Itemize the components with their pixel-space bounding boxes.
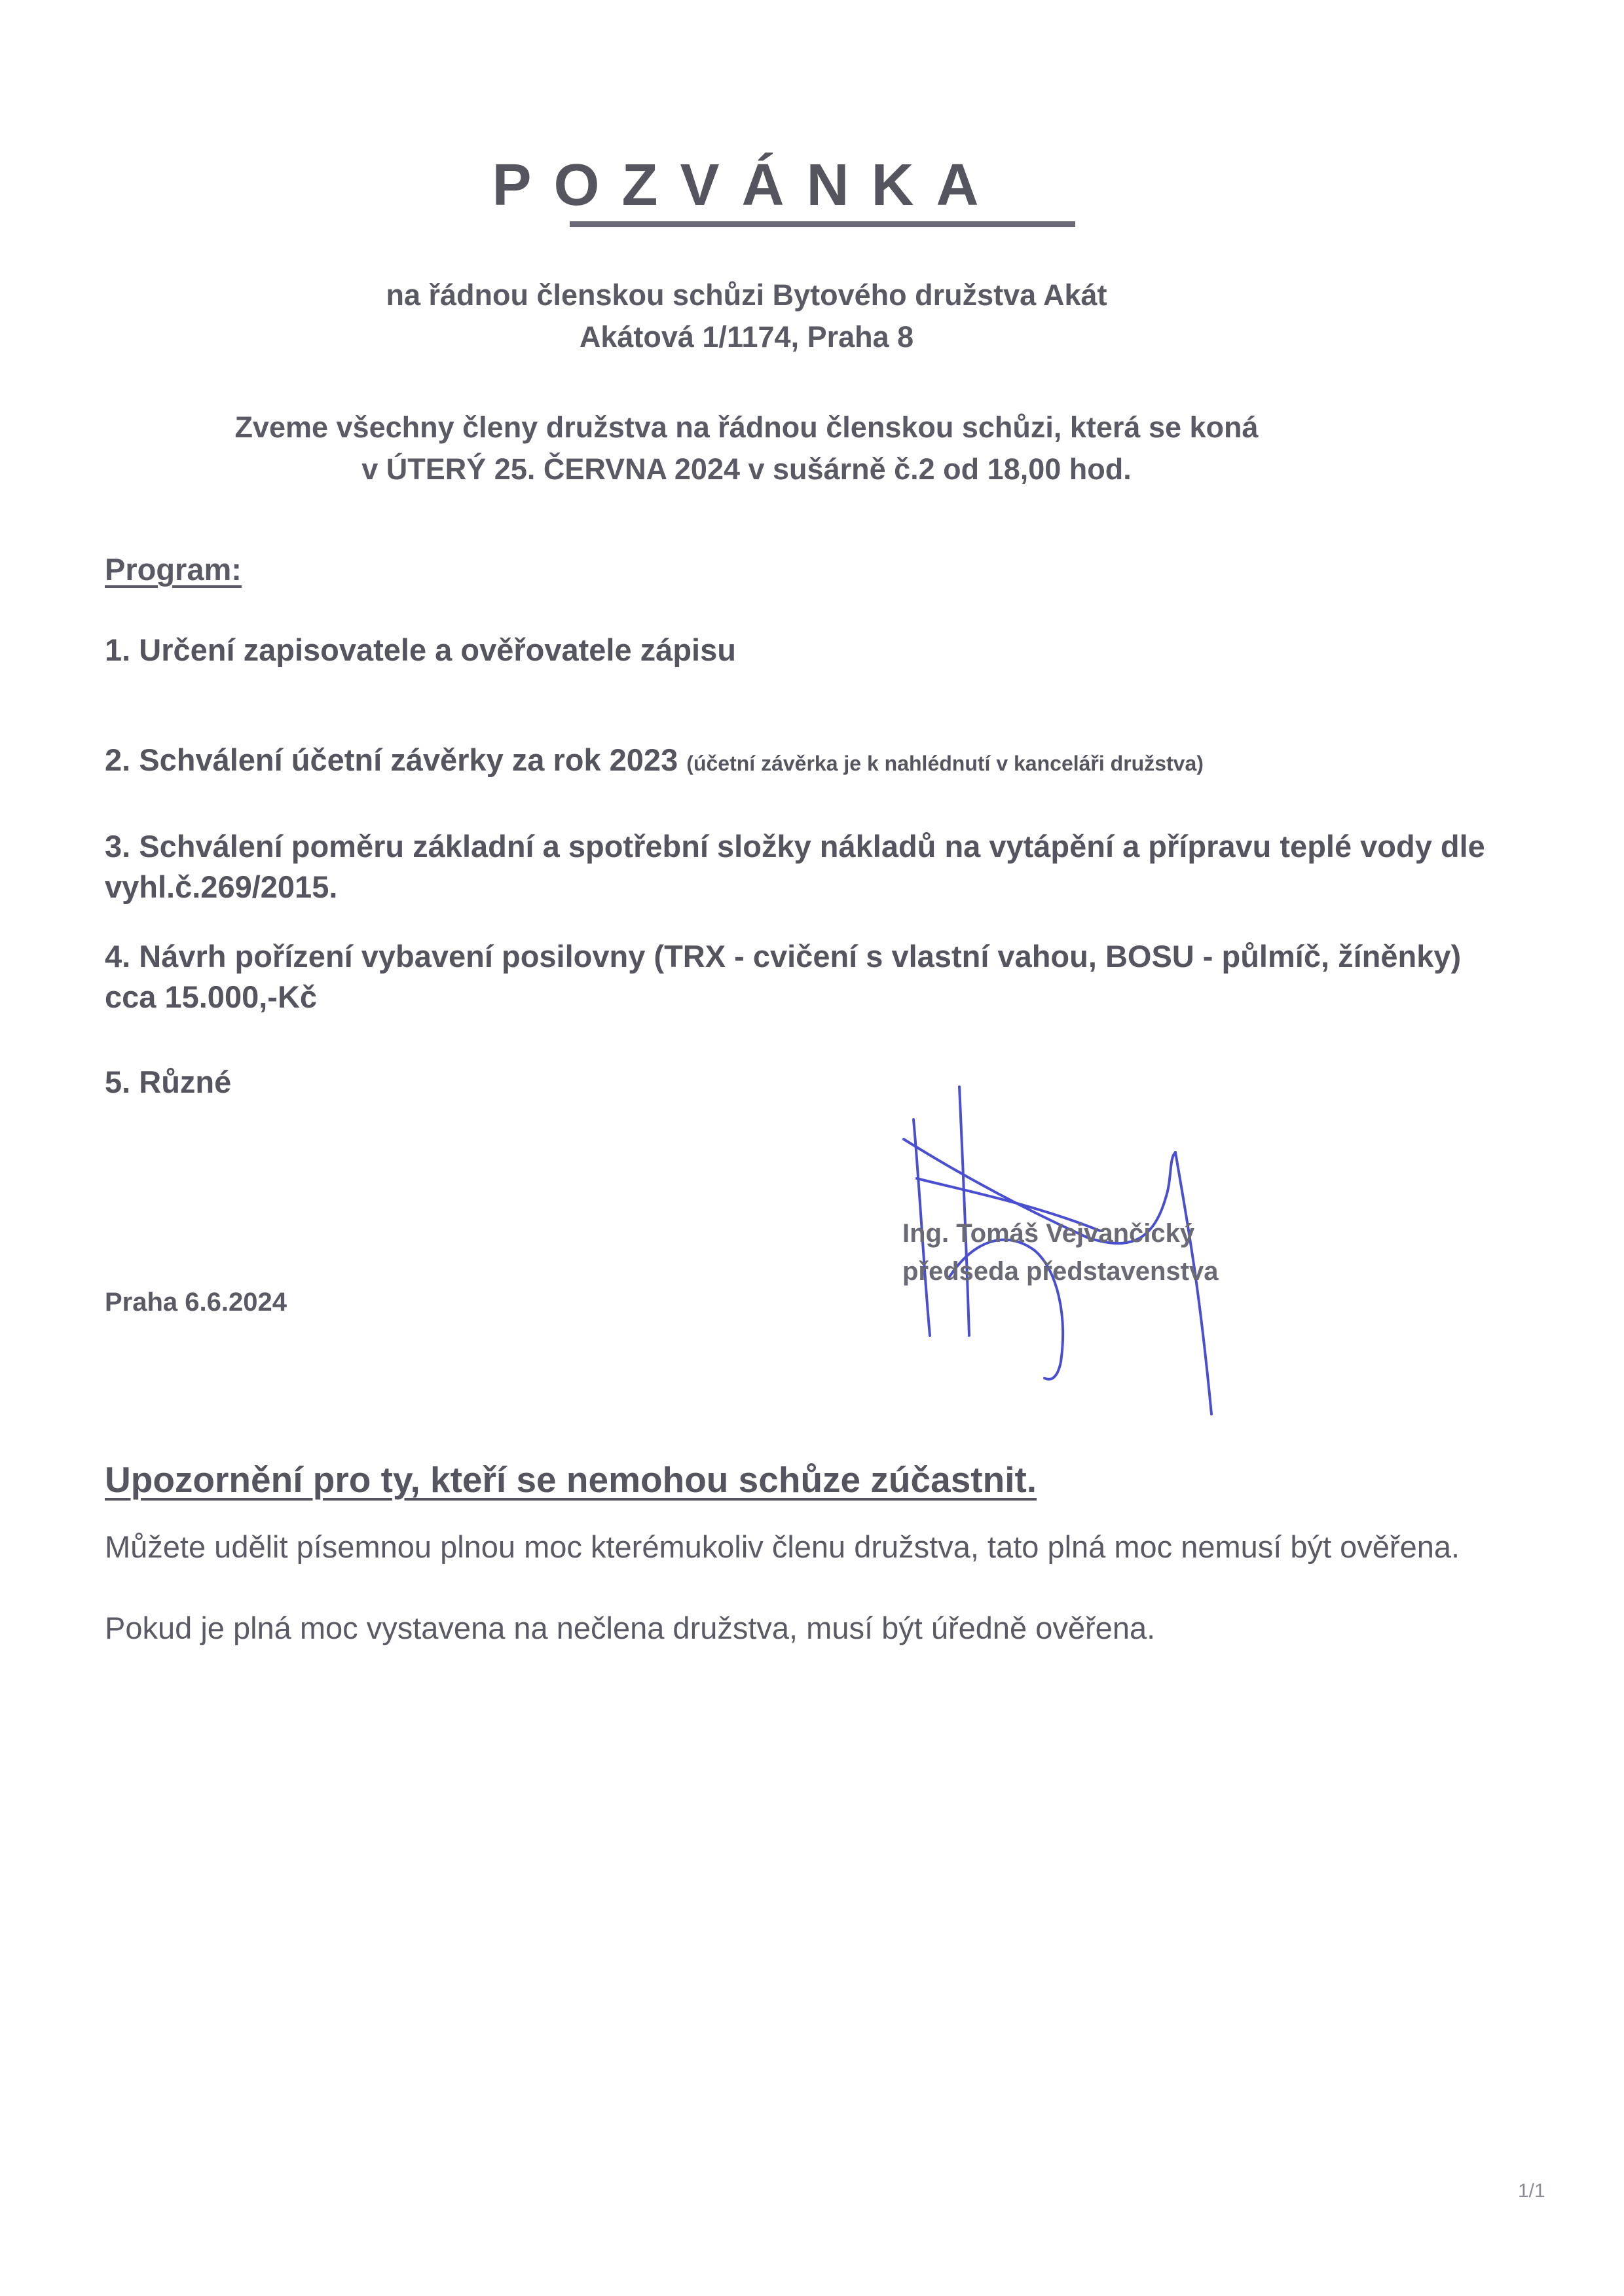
- document-title: POZVÁNKA: [492, 153, 1001, 218]
- program-heading: Program:: [105, 552, 242, 587]
- title-underline: [570, 221, 1075, 227]
- program-item-text: 2. Schválení účetní závěrky za rok 2023: [105, 742, 687, 777]
- notice-paragraph-2: Pokud je plná moc vystavena na nečlena družstva, musí být úředně ověřena.: [105, 1611, 1156, 1645]
- notice-paragraph-1: Můžete udělit písemnou plnou moc kterémukoliv členu družstva, tato plná moc nemusí být ověřena.: [105, 1529, 1460, 1564]
- program-item-text: 1. Určení zapisovatele a ověřovatele zápisu: [105, 632, 736, 667]
- signature-stroke: [959, 1087, 969, 1336]
- program-item-note: (účetní závěrka je k nahlédnutí v kanceláři družstva): [686, 752, 1204, 775]
- page-number: 1/1: [1518, 2180, 1545, 2202]
- program-item-2: [105, 740, 1500, 784]
- program-item-3: [105, 826, 1500, 907]
- program-item-text: 4. Návrh pořízení vybavení posilovny (TRX - cvičení s vlastní vahou, BOSU - půlmíč, žíněnky) cca 15.000,-Kč: [105, 939, 1462, 1014]
- signatory-role: předseda představenstva: [902, 1257, 1219, 1286]
- notice-heading: Upozornění pro ty, kteří se nemohou schůze zúčastnit.: [105, 1459, 1037, 1500]
- program-item-text: 3. Schválení poměru základní a spotřební složky nákladů na vytápění a přípravu teplé vody dle vyhl.č.269/2015.: [105, 829, 1485, 904]
- subtitle-line-1: na řádnou členskou schůzi Bytového družstva Akát: [386, 278, 1107, 312]
- program-item-5: [105, 1062, 1500, 1102]
- signatory-name: Ing. Tomáš Vejvančický: [902, 1219, 1195, 1248]
- signatory-block: [902, 1214, 1218, 1290]
- program-item-1: [105, 630, 1500, 670]
- program-item-4: [105, 936, 1500, 1017]
- invitation-line-2: v ÚTERÝ 25. ČERVNA 2024 v sušárně č.2 od 18,00 hod.: [361, 452, 1132, 486]
- subtitle-line-2: Akátová 1/1174, Praha 8: [579, 320, 914, 354]
- invitation-line-1: Zveme všechny členy družstva na řádnou členskou schůzi, která se koná: [234, 410, 1259, 444]
- program-item-text: 5. Různé: [105, 1065, 232, 1099]
- place-and-date: Praha 6.6.2024: [105, 1288, 287, 1317]
